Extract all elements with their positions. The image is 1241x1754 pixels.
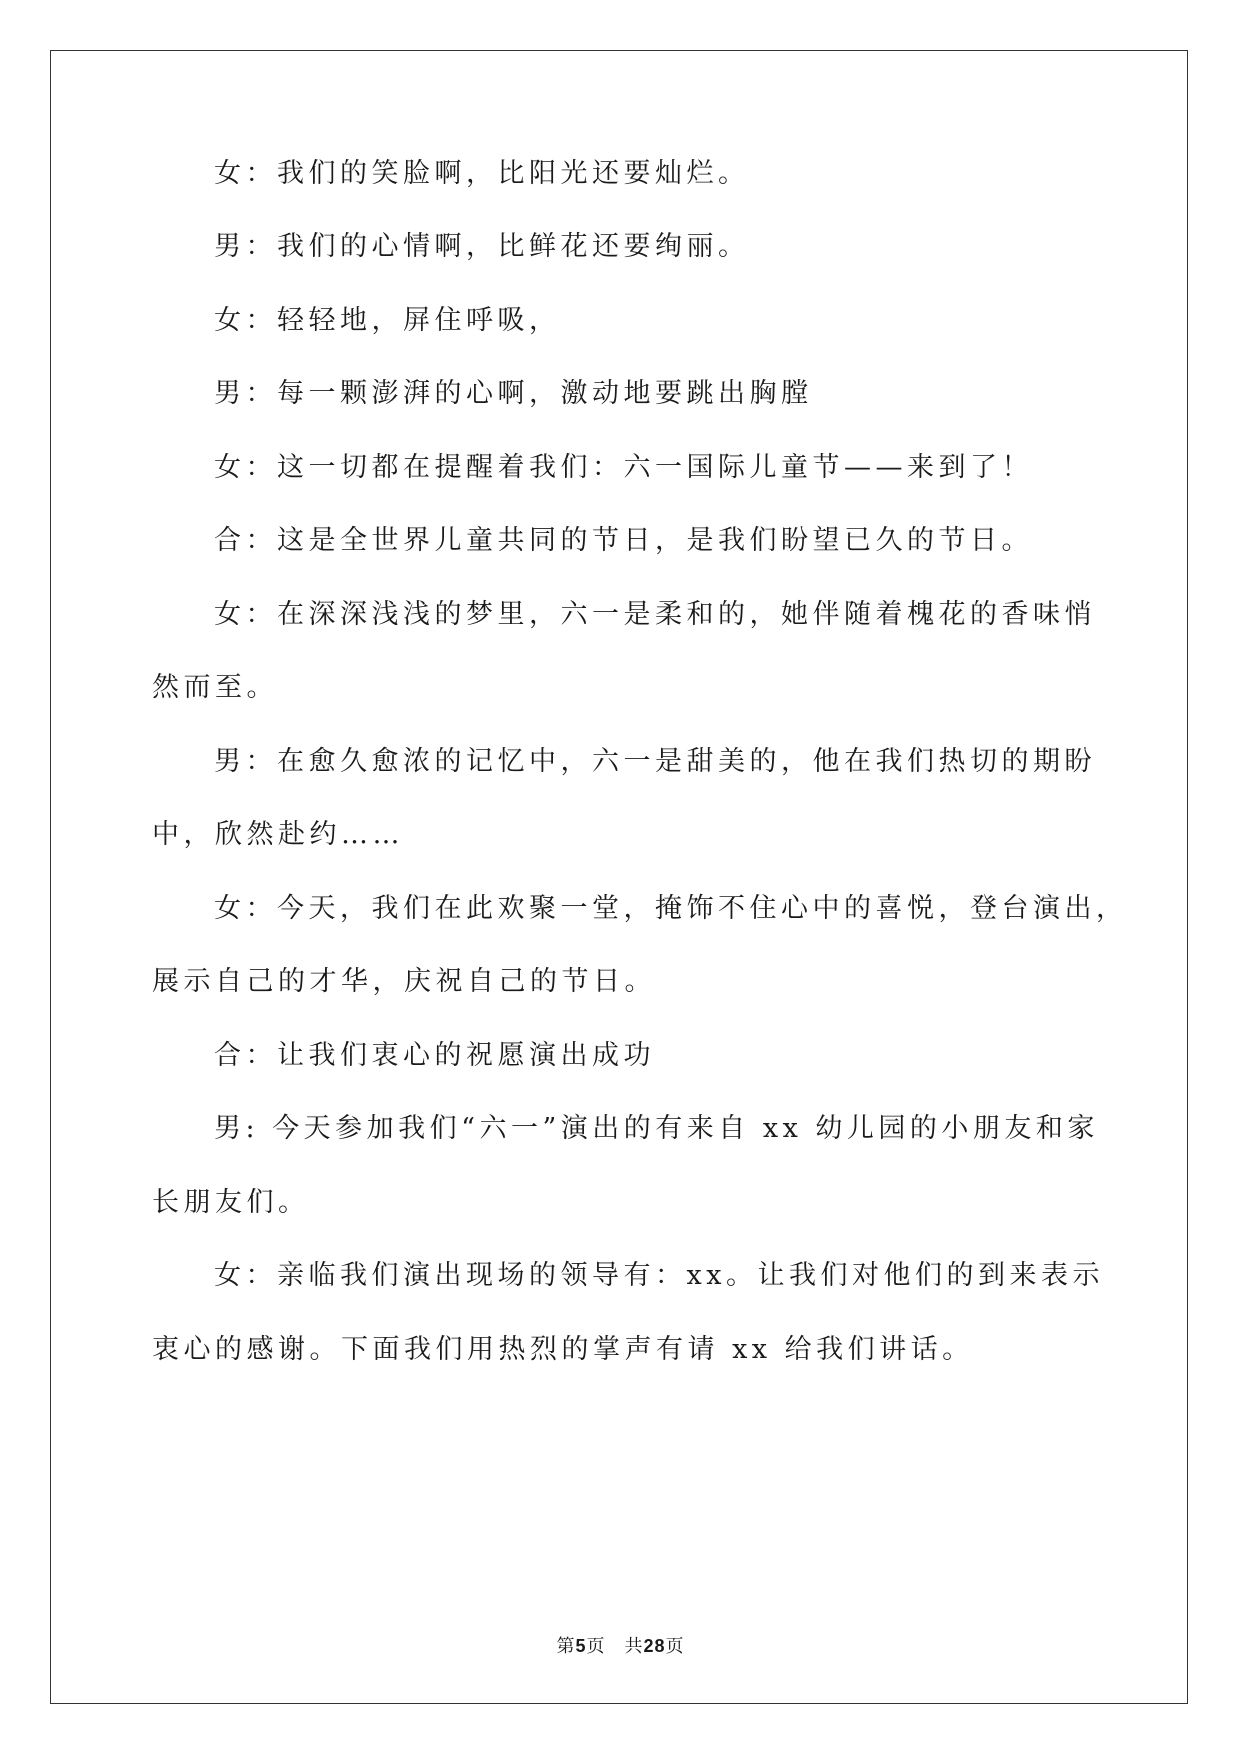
page-border [50, 50, 1188, 1704]
paragraph: 女：轻轻地，屏住呼吸， [214, 305, 561, 336]
paragraph: 男：我们的心情啊，比鲜花还要绚丽。 [214, 231, 750, 262]
paragraph-continuation: 长朋友们。 [152, 1187, 310, 1218]
page-number-footer [0, 1632, 1241, 1658]
paragraph: 合：让我们衷心的祝愿演出成功 [214, 1040, 655, 1071]
paragraph-continuation: 然而至。 [152, 672, 278, 703]
total-page-count: 28 [643, 1636, 666, 1656]
footer-mid: 页 共 [586, 1636, 644, 1657]
paragraph: 女：亲临我们演出现场的领导有：xx。让我们对他们的到来表示 [214, 1260, 1104, 1291]
paragraph: 女：今天，我们在此欢聚一堂，掩饰不住心中的喜悦，登台演出， [214, 893, 1128, 924]
footer-prefix: 第 [556, 1636, 576, 1657]
paragraph-continuation: 衷心的感谢。下面我们用热烈的掌声有请 xx 给我们讲话。 [152, 1334, 974, 1365]
paragraph: 男：在愈久愈浓的记忆中，六一是甜美的，他在我们热切的期盼 [214, 746, 1096, 777]
footer-suffix: 页 [665, 1636, 685, 1657]
paragraph-continuation: 中，欣然赴约…… [152, 819, 404, 850]
paragraph: 合：这是全世界儿童共同的节日，是我们盼望已久的节日。 [214, 525, 1033, 556]
current-page-number: 5 [575, 1636, 587, 1656]
paragraph: 女：这一切都在提醒着我们：六一国际儿童节——来到了！ [214, 452, 1033, 483]
paragraph: 男：每一颗澎湃的心啊，激动地要跳出胸膛 [214, 378, 813, 409]
paragraph: 女：我们的笑脸啊，比阳光还要灿烂。 [214, 158, 750, 189]
paragraph: 女：在深深浅浅的梦里，六一是柔和的，她伴随着槐花的香味悄 [214, 599, 1096, 630]
paragraph: 男: 今天参加我们“六一”演出的有来自 xx 幼儿园的小朋友和家 [214, 1113, 1099, 1144]
paragraph-continuation: 展示自己的才华，庆祝自己的节日。 [152, 966, 656, 997]
